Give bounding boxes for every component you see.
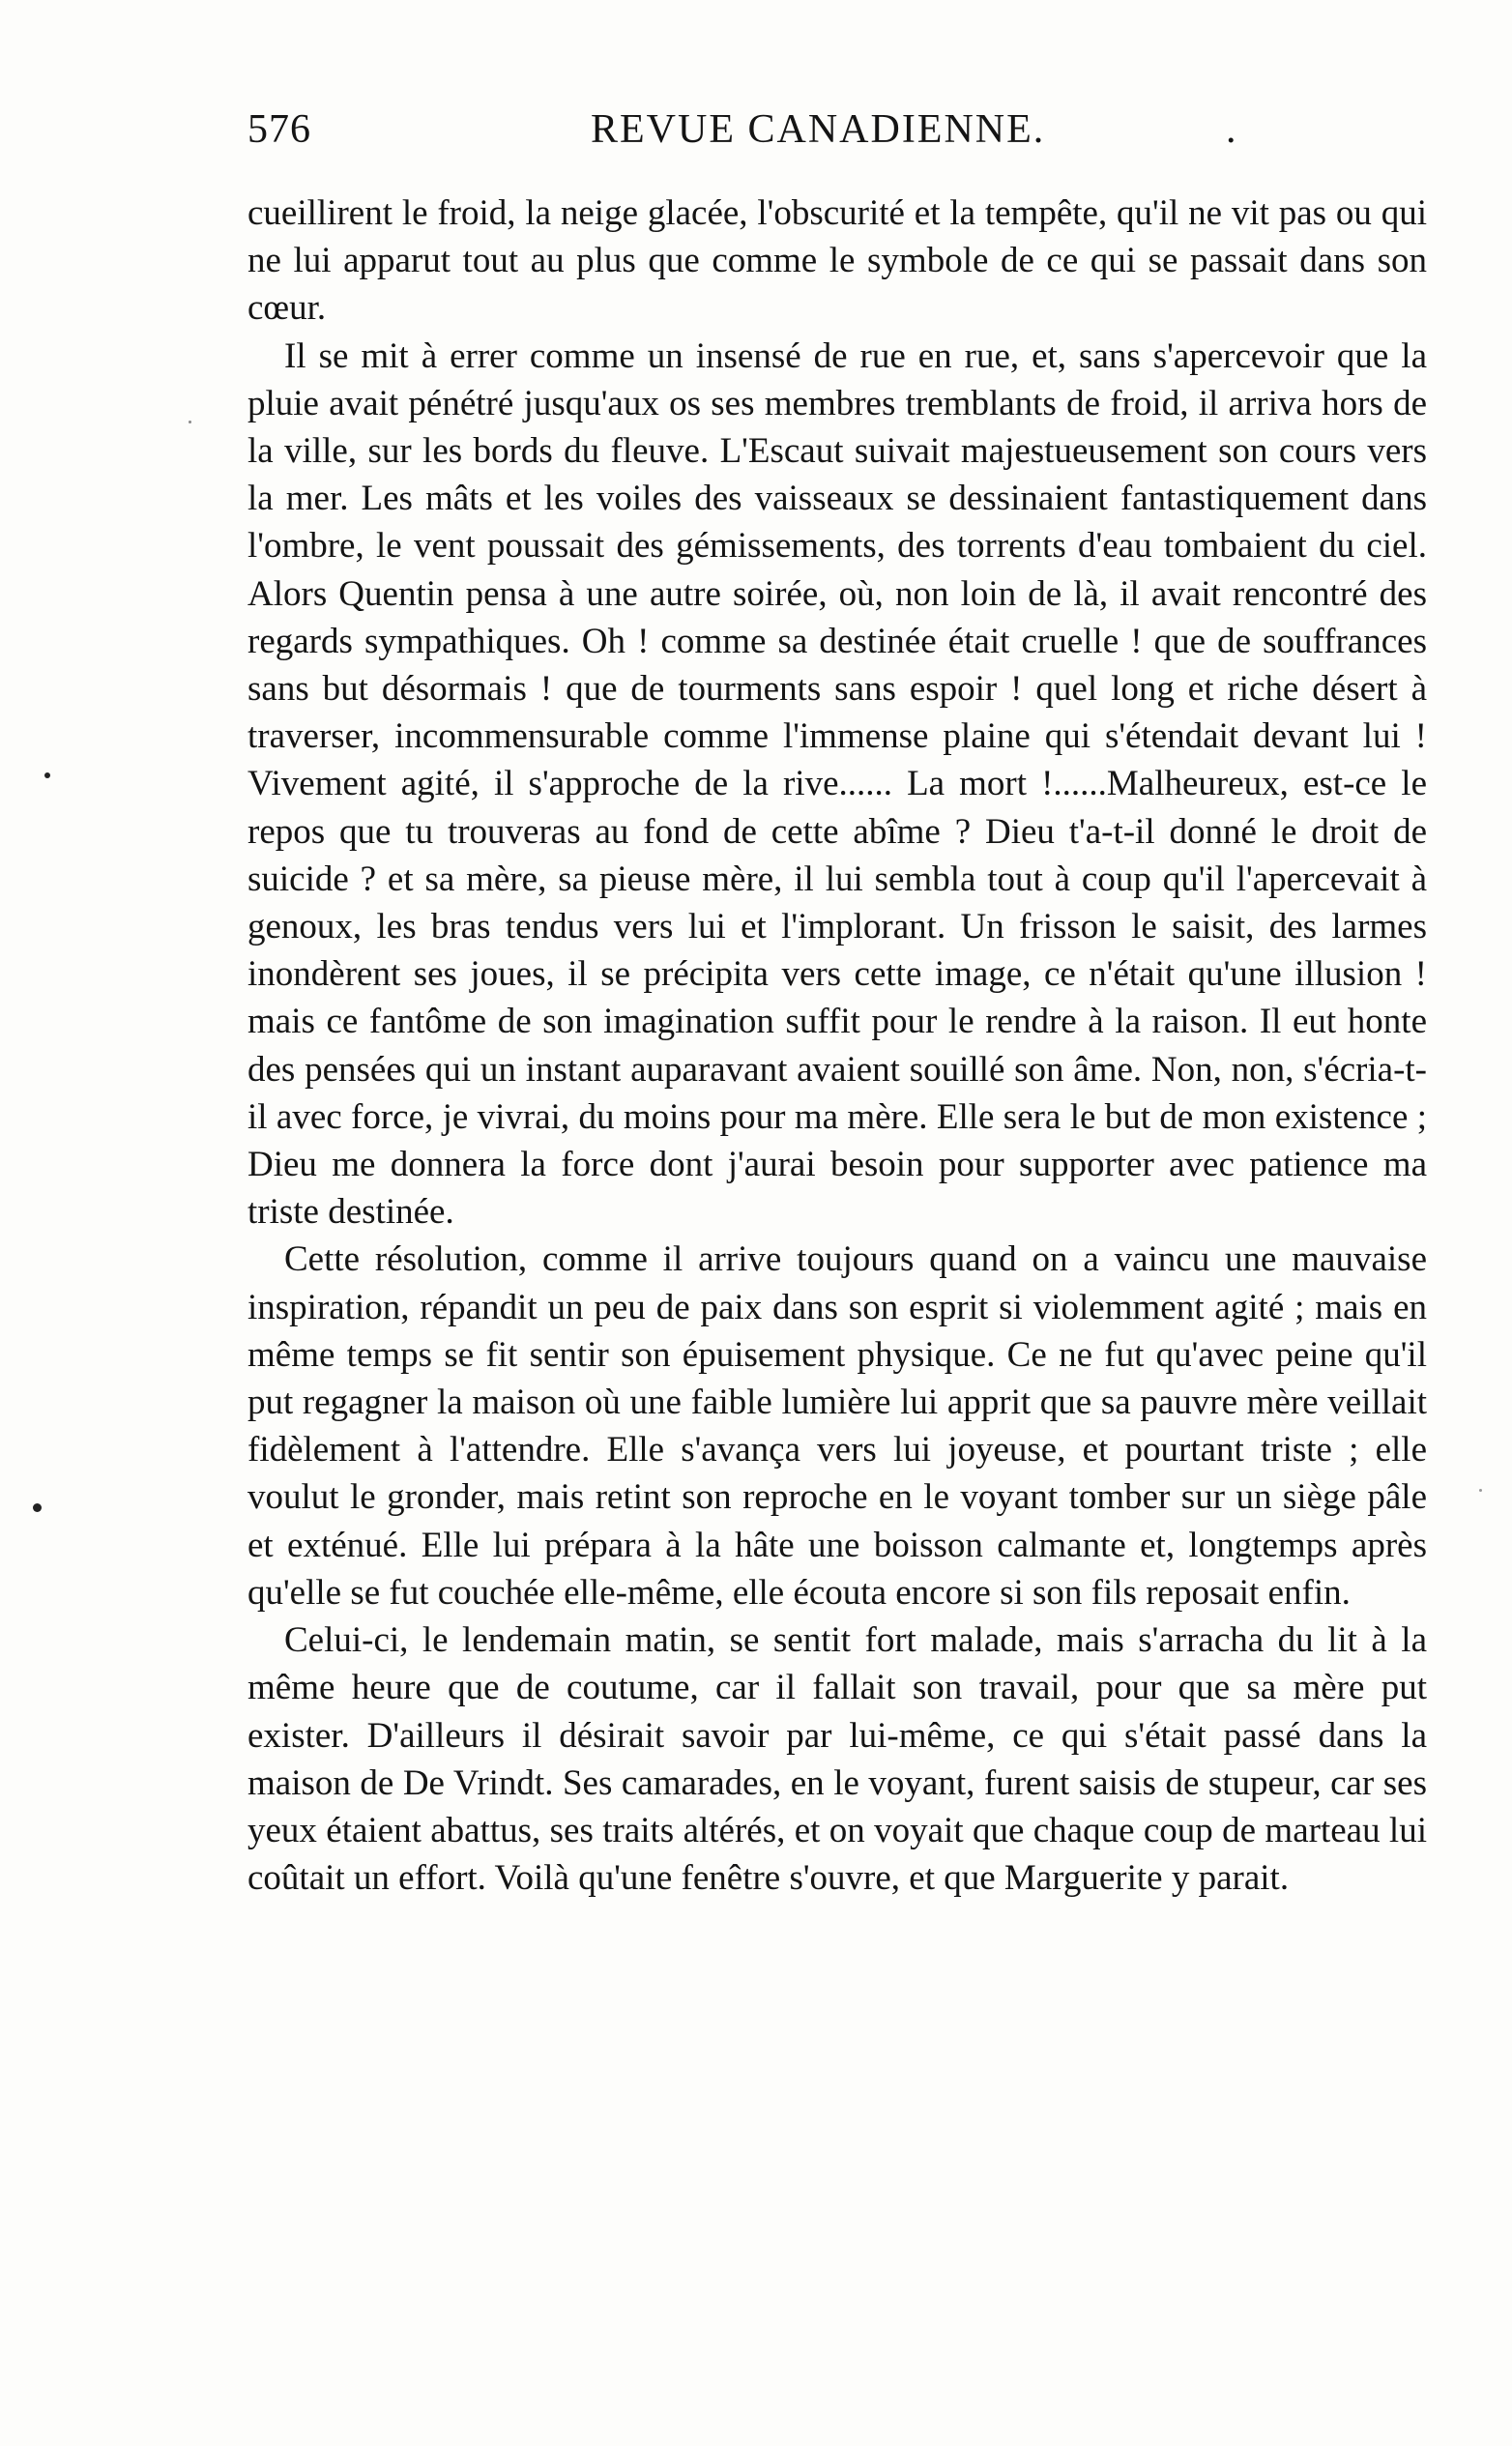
page-number: 576 (247, 107, 311, 152)
scan-speck (1479, 1489, 1482, 1492)
paragraph-2: Il se mit à errer comme un insensé de rue en rue, et, sans s'apercevoir que la pluie avait pénétré jusqu'aux os ses membres tremblants de froid, il arriva hors de la ville, sur les bords du fleuve. L'Escaut suivait majestueusement son cours vers la mer. Les mâts et les voiles des vaisseaux se dessinaient fantastiquement dans l'ombre, le vent poussait des gémissements, des torrents d'eau tombaient du ciel. Alors Quentin pensa à une autre soirée, où, non loin de là, il avait rencontré des regards sympathiques. Oh ! comme sa destinée était cruelle ! que de souffrances sans but désormais ! que de tourments sans espoir ! quel long et riche désert à traverser, incommensurable comme l'immense plaine qui s'étendait devant lui ! Vivement agité, il s'approche de la rive...... La mort !......Malheureux, est-ce le repos que tu trouveras au fond de cette abîme ? Dieu t'a-t-il donné le droit de suicide ? et sa mère, sa pieuse mère, il lui sembla tout à coup qu'il l'apercevait à genoux, les bras tendus vers lui et l'implorant. Un frisson le saisit, des larmes inondèrent ses joues, il se précipita vers cette image, ce n'était qu'une illusion ! mais ce fantôme de son imagination suffit pour le rendre à la raison. Il eut honte des pensées qui un instant auparavant avaient souillé son âme. Non, non, s'écria-t-il avec force, je vivrai, du moins pour ma mère. Elle sera le but de mon existence ; Dieu me donnera la force dont j'aurai besoin pour supporter avec patience ma triste destinée. (247, 335, 1427, 1233)
scan-speck (44, 772, 50, 778)
page-header (247, 106, 1272, 164)
scan-speck (189, 421, 191, 423)
paragraph-4: Celui-ci, le lendemain matin, se sentit fort malade, mais s'arracha du lit à la même heure que de coutume, car il fallait son travail, pour que sa mère put exister. D'ailleurs il désirait savoir par lui-même, ce qui s'était passé dans la maison de De Vrindt. Ses camarades, en le voyant, furent saisis de stupeur, car ses yeux étaient abattus, ses traits altérés, et on voyait que chaque coup de marteau lui coûtait un effort. Voilà qu'une fenêtre s'ouvre, et que Marguerite y parait. (247, 1620, 1427, 1899)
header-mark: . (1226, 107, 1237, 152)
running-title: REVUE CANADIENNE. (591, 107, 1046, 152)
paragraph-3: Cette résolution, comme il arrive toujours quand on a vaincu une mauvaise inspiration, répandit un peu de paix dans son esprit si violemment agité ; mais en même temps se fit sentir son épuisement physique. Ce ne fut qu'avec peine qu'il put regagner la maison où une faible lumière lui apprit que sa pauvre mère veillait fidèlement à l'attendre. Elle s'avança vers lui joyeuse, et pourtant triste ; elle voulut le gronder, mais retint son reproche en le voyant tomber sur un siège pâle et exténué. Elle lui prépara à la hâte une boisson calmante et, longtemps après qu'elle se fut couchée elle-même, elle écouta encore si son fils reposait enfin. (247, 1239, 1427, 1613)
body-text (247, 189, 1427, 1902)
scan-speck (33, 1503, 42, 1512)
paragraph-1: cueillirent le froid, la neige glacée, l'obscurité et la tempête, qu'il ne vit pas ou qui ne lui apparut tout au plus que comme le symbole de ce qui se passait dans son cœur. (247, 193, 1427, 329)
